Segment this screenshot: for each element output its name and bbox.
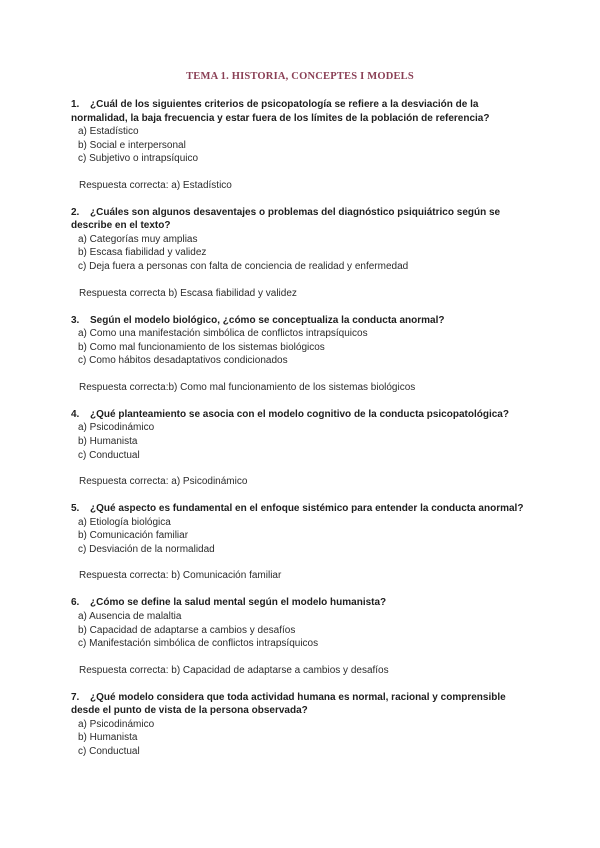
option-b: b) Como mal funcionamiento de los sistemas biológicos xyxy=(78,341,325,353)
option-list xyxy=(71,233,531,274)
question-body: ¿Cuáles son algunos desaventajes o problemas del diagnóstico psiquiátrico según se describe en el texto? xyxy=(71,206,501,232)
option-list xyxy=(71,125,531,166)
correct-answer: Respuesta correcta: b) Capacidad de adaptarse a cambios y desafíos xyxy=(79,664,389,676)
question-text xyxy=(71,502,531,516)
question-5 xyxy=(71,502,531,582)
question-text xyxy=(71,596,531,610)
option-a: a) Psicodinámico xyxy=(78,718,155,730)
question-1 xyxy=(71,98,531,192)
question-list xyxy=(71,98,531,758)
option-a: a) Ausencia de malaltia xyxy=(78,610,182,622)
correct-answer: Respuesta correcta b) Escasa fiabilidad y validez xyxy=(79,287,297,299)
question-body: ¿Qué planteamiento se asocia con el modelo cognitivo de la conducta psicopatológica? xyxy=(90,408,509,420)
option-a: a) Estadístico xyxy=(78,126,139,137)
option-a: a) Como una manifestación simbólica de conflictos intrapsíquicos xyxy=(78,328,368,340)
option-c: c) Deja fuera a personas con falta de conciencia de realidad y enfermedad xyxy=(78,260,409,272)
question-2 xyxy=(71,206,531,300)
question-body: ¿Qué aspecto es fundamental en el enfoque sistémico para entender la conducta anormal? xyxy=(90,503,524,515)
correct-answer: Respuesta correcta: a) Psicodinámico xyxy=(79,476,248,488)
correct-answer: Respuesta correcta:b) Como mal funcionamiento de los sistemas biológicos xyxy=(79,381,416,393)
question-number: 5. xyxy=(71,503,80,515)
option-a: a) Psicodinámico xyxy=(78,422,155,434)
question-text xyxy=(71,206,531,233)
question-body: ¿Qué modelo considera que toda actividad humana es normal, racional y comprensible desde el punto de vista de la persona observada? xyxy=(71,691,506,717)
option-c: c) Como hábitos desadaptativos condicionados xyxy=(78,355,288,367)
option-c: c) Conductual xyxy=(78,449,140,461)
option-a: a) Categorías muy amplias xyxy=(78,233,198,245)
question-number: 3. xyxy=(71,314,80,326)
option-list xyxy=(71,421,531,462)
question-text xyxy=(71,691,531,718)
question-4 xyxy=(71,408,531,488)
option-b: b) Social e interpersonal xyxy=(78,139,186,151)
option-a: a) Etiología biológica xyxy=(78,516,171,528)
correct-answer: Respuesta correcta: a) Estadístico xyxy=(79,179,232,191)
question-text xyxy=(71,314,531,328)
option-b: b) Humanista xyxy=(78,435,138,447)
option-list xyxy=(71,610,531,651)
question-body: ¿Cuál de los siguientes criterios de psicopatología se refiere a la desviación de la normalidad, la baja frecuencia y estar fuera de los límites de la población de referencia? xyxy=(71,99,490,124)
correct-answer: Respuesta correcta: b) Comunicación familiar xyxy=(79,570,282,582)
question-number: 6. xyxy=(71,597,80,609)
option-b: b) Escasa fiabilidad y validez xyxy=(78,247,207,259)
option-list xyxy=(71,516,531,557)
question-number: 1. xyxy=(71,99,80,110)
question-text xyxy=(71,408,531,422)
option-c: c) Conductual xyxy=(78,745,140,757)
question-3 xyxy=(71,314,531,394)
option-c: c) Subjetivo o intrapsíquico xyxy=(78,153,199,165)
option-b: b) Humanista xyxy=(78,732,138,744)
question-7 xyxy=(71,691,531,759)
option-b: b) Capacidad de adaptarse a cambios y desafíos xyxy=(78,624,296,636)
question-number: 2. xyxy=(71,206,80,218)
question-number: 7. xyxy=(71,691,80,703)
question-6 xyxy=(71,596,531,676)
question-body: ¿Cómo se define la salud mental según el modelo humanista? xyxy=(90,597,387,609)
question-number: 4. xyxy=(71,408,80,420)
question-text xyxy=(71,98,531,125)
option-list xyxy=(71,718,531,759)
option-b: b) Comunicación familiar xyxy=(78,530,189,542)
option-list xyxy=(71,327,531,368)
option-c: c) Manifestación simbólica de conflictos intrapsíquicos xyxy=(78,638,319,650)
page-title: TEMA 1. HISTORIA, CONCEPTES I MODELS xyxy=(186,71,414,82)
question-body: Según el modelo biológico, ¿cómo se conceptualiza la conducta anormal? xyxy=(90,314,445,326)
option-c: c) Desviación de la normalidad xyxy=(78,543,215,555)
